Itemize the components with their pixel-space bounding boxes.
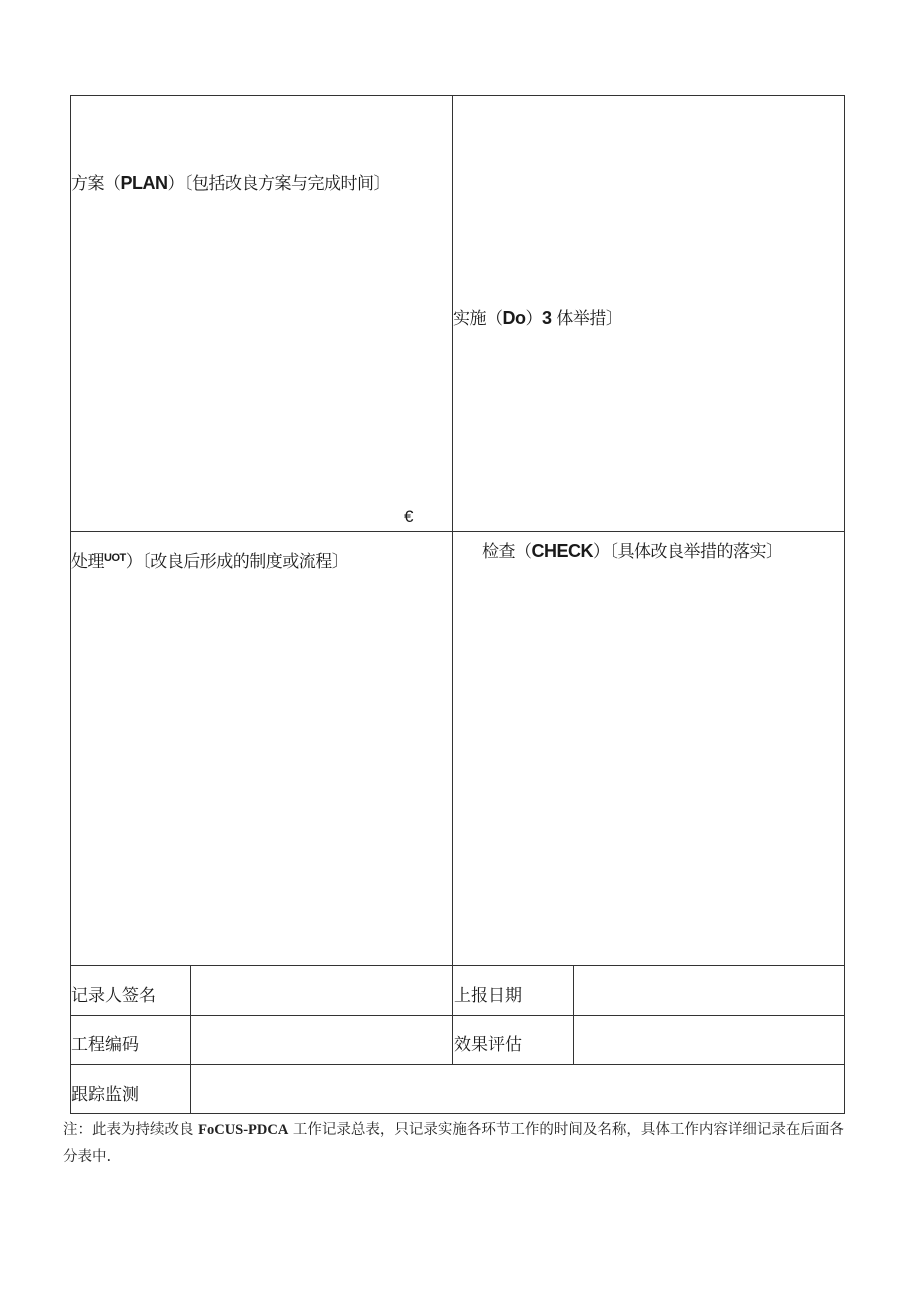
project-code-label: 工程编码: [71, 1035, 139, 1055]
effect-evaluation-field[interactable]: [574, 1016, 844, 1064]
plan-label-en: PLAN: [120, 173, 168, 193]
footnote-suffix: 工作记录总表，只记录实施各环节工作的时间及名称，具体工作内容详细记录在后面各分表中.: [63, 1122, 844, 1165]
do-label-num: 3: [542, 308, 552, 328]
do-cell[interactable]: [453, 96, 844, 531]
effect-evaluation-label: 效果评估: [454, 1035, 522, 1055]
tracking-monitoring-label: 跟踪监测: [71, 1085, 139, 1105]
do-label-suffix: 体举措〕: [551, 309, 623, 329]
recorder-signature-label: 记录人签名: [71, 986, 156, 1006]
recorder-signature-field[interactable]: [191, 966, 452, 1015]
act-cell[interactable]: [71, 532, 452, 965]
check-label: [482, 537, 783, 562]
check-label-suffix: ）〔具体改良举措的落实〕: [593, 542, 783, 562]
check-label-en: CHECK: [531, 541, 594, 561]
plan-label-prefix: 方案（: [71, 174, 121, 194]
act-label-suffix: ）〔改良后形成的制度或流程〕: [125, 552, 349, 572]
report-date-field[interactable]: [574, 966, 844, 1015]
tracking-monitoring-field[interactable]: [191, 1065, 844, 1113]
act-label-prefix: 处理: [71, 552, 104, 572]
do-label: [453, 304, 622, 329]
check-cell[interactable]: [453, 532, 844, 965]
do-label-mid: ）: [525, 309, 542, 329]
footnote-prefix: 注：此表为持续改良: [63, 1122, 199, 1138]
plan-cell[interactable]: [71, 96, 452, 531]
act-label: [71, 547, 348, 572]
check-label-prefix: 检查（: [482, 542, 532, 562]
act-label-sup: UOT: [104, 552, 126, 564]
plan-label: [71, 169, 390, 194]
do-label-prefix: 实施（: [453, 309, 503, 329]
do-label-en: Do: [502, 308, 526, 328]
report-date-label: 上报日期: [454, 986, 522, 1006]
project-code-field[interactable]: [191, 1016, 452, 1064]
footnote: [63, 1117, 853, 1171]
footnote-method-name: FoCUS-PDCA: [198, 1122, 289, 1138]
euro-symbol: €: [404, 507, 414, 526]
pdca-record-form: [70, 95, 845, 1114]
plan-label-suffix: ）〔包括改良方案与完成时间〕: [167, 174, 390, 194]
